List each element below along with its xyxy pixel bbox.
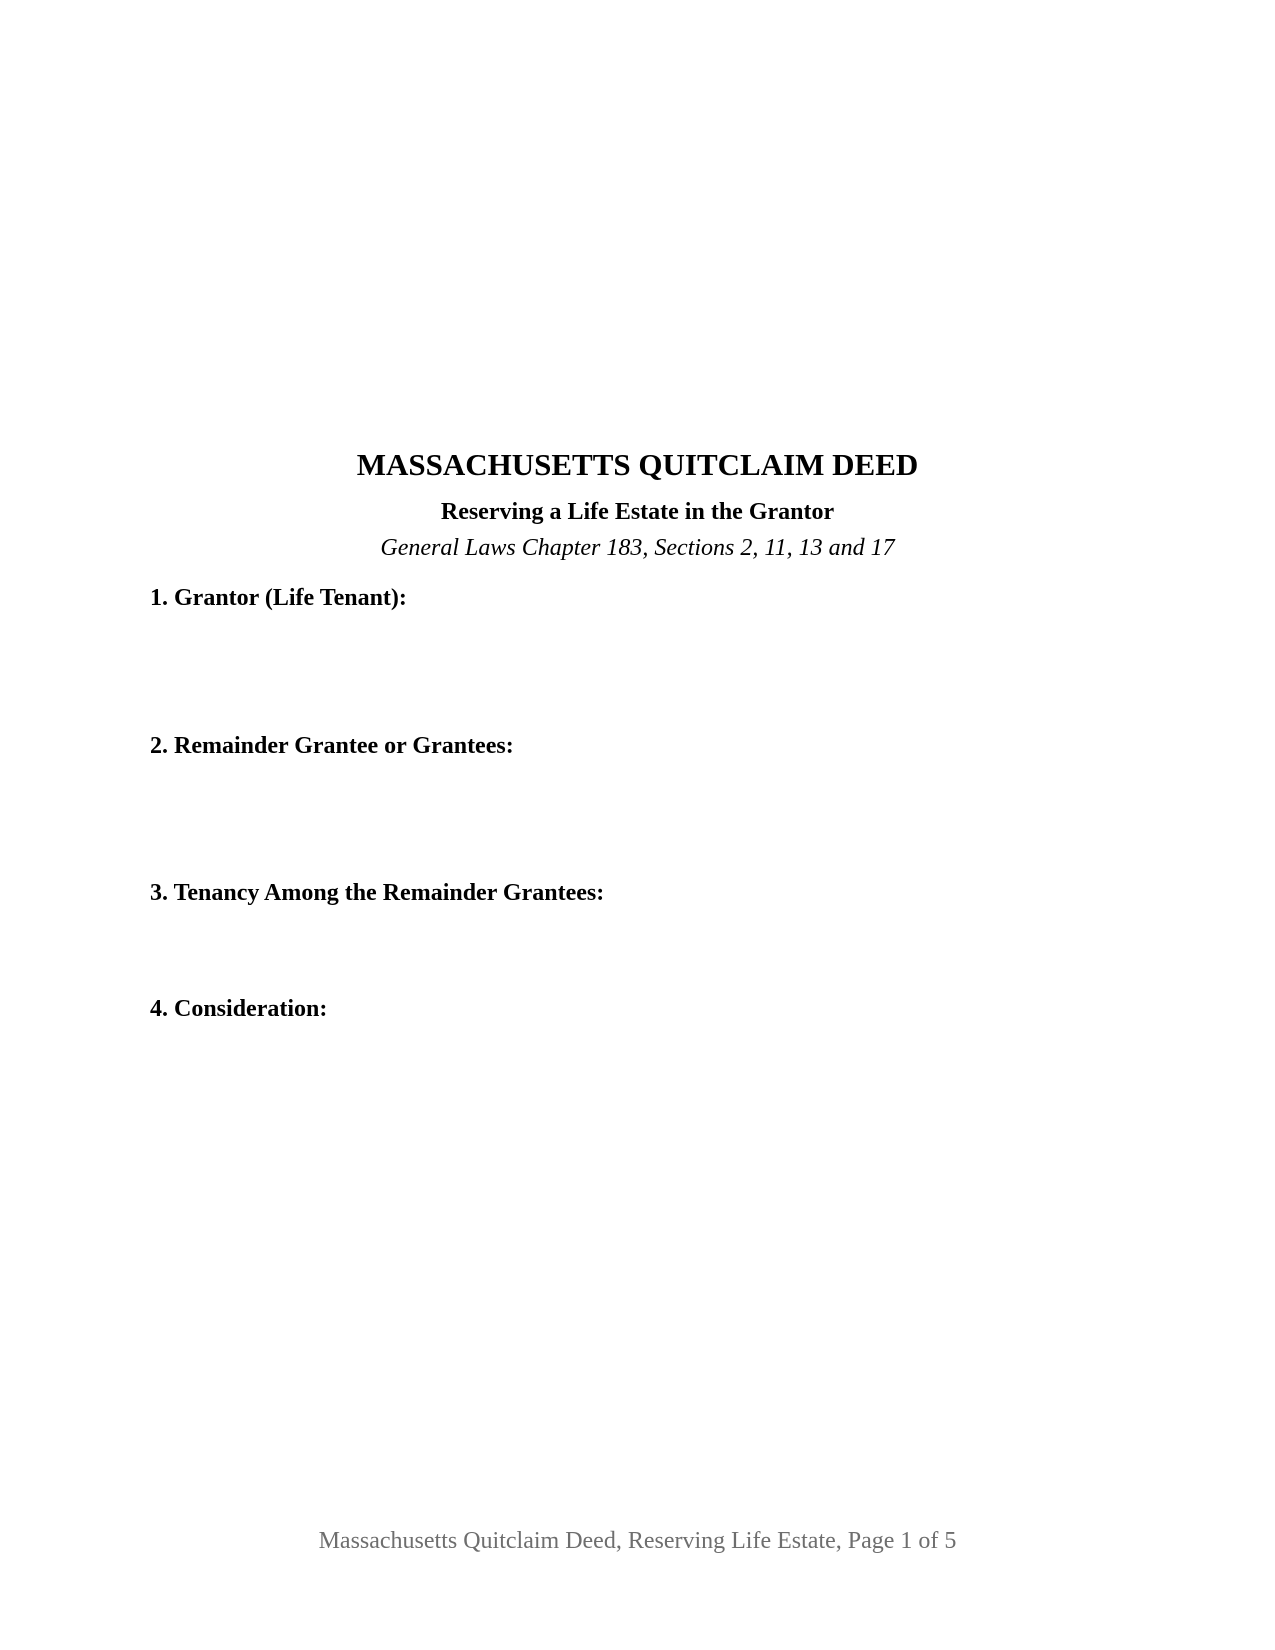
document-title: MASSACHUSETTS QUITCLAIM DEED (356, 447, 919, 482)
section-consideration-heading: 4. Consideration: (150, 996, 328, 1022)
page-footer: Massachusetts Quitclaim Deed, Reserving Life Estate, Page 1 of 5 (318, 1528, 957, 1554)
section-grantor-heading: 1. Grantor (Life Tenant): (150, 585, 407, 611)
section-tenancy-heading: 3. Tenancy Among the Remainder Grantees: (150, 880, 605, 906)
section-remainder-grantees-heading: 2. Remainder Grantee or Grantees: (150, 733, 514, 759)
statute-citation: General Laws Chapter 183, Sections 2, 11, 13 and 17 (380, 535, 895, 561)
document-subtitle: Reserving a Life Estate in the Grantor (440, 499, 835, 525)
